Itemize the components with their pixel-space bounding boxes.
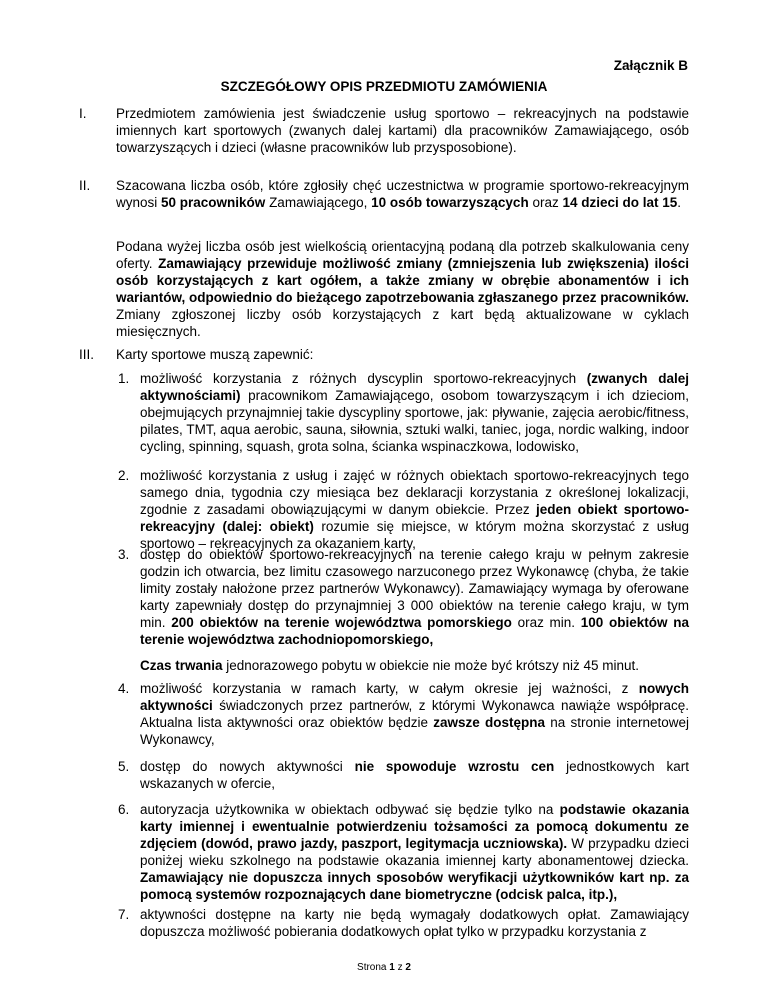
section-text: Karty sportowe muszą zapewnić: (116, 347, 314, 362)
bold-span: 100 obiektów na terenie województwa zachodniopomorskiego, (140, 615, 689, 647)
bold-span: Czas trwania (140, 658, 223, 673)
item-text (140, 758, 689, 792)
item-number: 4. (118, 681, 130, 696)
document-title: SZCZEGÓŁOWY OPIS PRZEDMIOTU ZAMÓWIENIA (220, 79, 548, 94)
list-item-7 (118, 906, 689, 940)
text-span: oraz (528, 195, 563, 210)
item-number: 2. (118, 468, 130, 483)
list-item-4 (118, 680, 689, 748)
text-span: dostęp do nowych aktywności (140, 759, 355, 774)
item-text: aktywności dostępne na karty nie będą wymagały dodatkowych opłat. Zamawiający dopuszcza możliwość pobierania dodatkowych opłat tylko w przypadku korzystania z (140, 907, 689, 939)
item-number: 6. (118, 802, 130, 817)
text-span: dostęp do obiektów sportowo-rekreacyjnych na terenie całego kraju w pełnym zakresie godzin ich otwarcia, bez limitu czasowego narzuconego przez Wykonawcę (chyba, że takie limity zostały nałożone przez partnerów Wykonawcy). Zamawiający wymaga by oferowane karty zapewniały dostęp do przynajmniej 3 000 obiektów na terenie całego kraju, w tym min. (140, 547, 689, 630)
bold-span: (zwanych dalej aktywnościami) (140, 371, 689, 403)
bold-span: podstawie okazania karty imiennej i ewentualnie potwierdzeniu tożsamości za pomocą dokumentu ze zdjęciem (dowód, prawo jazdy, paszport, legitymacja uczniowska). (140, 802, 689, 851)
bold-span: zawsze dostępna (433, 715, 545, 730)
text-span: rozumie się miejsce, w którym można skorzystać z usług sportowo – rekreacyjnych za okazaniem karty, (140, 519, 689, 551)
section-2 (79, 177, 689, 211)
text-span: jednostkowych kart wskazanych w ofercie, (140, 759, 689, 791)
item-text (140, 546, 689, 648)
list-item-1 (118, 370, 689, 455)
section-text: Przedmiotem zamówienia jest świadczenie usług sportowo – rekreacyjnych na podstawie imiennych kart sportowych (zwanych dalej kartami) dla pracowników Zamawiającego, osób towarzyszących i dzieci (własne pracowników lub przysposobione). (116, 106, 689, 155)
text-span: możliwość korzystania z różnych dyscyplin sportowo-rekreacyjnych (140, 371, 587, 386)
bold-span: 10 osób towarzyszących (371, 195, 529, 210)
text-span: Podana wyżej liczba osób jest wielkością orientacyjną podaną dla potrzeb skalkulowania ceny oferty. (116, 239, 689, 271)
bold-span: Zamawiający przewiduje możliwość zmiany (zmniejszenia lub zwiększenia) ilości osób korzystających z kart ogółem, a także zmiany w obrębie abonamentów i ich wariantów, odpowiednio do bieżącego zapotrzebowania zgłaszanego przez pracowników. (116, 256, 690, 305)
section-number: II. (79, 178, 91, 193)
page-number: 1 (389, 962, 395, 973)
page-total: 2 (405, 962, 411, 973)
text-span: oraz min. (511, 615, 581, 630)
text-span: możliwość korzystania w ramach karty, w całym okresie jej ważności, z (140, 681, 639, 696)
section-3 (79, 346, 689, 363)
bold-span: 14 dzieci do lat 15 (562, 195, 678, 210)
text-span: pracownikom Zamawiającego, osobom towarzyszącym i ich dzieciom, obejmujących przynajmniej takie dyscypliny sportowe, jak: pływanie, zajęcia aerobic/fitness, pilates, TMT, aqua aerobic, sauna, siłownia, sztuki walki, taniec, joga, nordic walking, indoor cycling, spinning, squash, grota solna, ścianka wspinaczkowa, lodowisko, (140, 388, 689, 454)
text-span: Szacowana liczba osób, które zgłosiły chęć uczestnictwa w programie sportowo-rekreacyjnym wynosi (116, 178, 689, 210)
item-text (140, 680, 689, 748)
page-footer (0, 962, 768, 973)
bold-span: jeden obiekt sportowo-rekreacyjny (dalej: obiekt) (140, 502, 689, 534)
footer-text: z (394, 962, 406, 973)
bold-span: Zamawiający nie dopuszcza innych sposobów weryfikacji użytkowników kart np. za pomocą systemów rozpoznających dane biometryczne (odcisk palca, itp.), (140, 870, 689, 902)
item-text (140, 467, 689, 552)
item-number: 1. (118, 371, 130, 386)
text-span: świadczonych przez partnerów, z którymi Wykonawca nawiąże współpracę. Aktualna lista aktywności oraz obiektów będzie (140, 698, 689, 730)
list-item-2 (118, 467, 689, 552)
text-span: autoryzacja użytkownika w obiektach odbywać się będzie tylko na (140, 802, 560, 817)
section-1 (79, 105, 689, 156)
bold-span: nie spowoduje wzrostu cen (354, 759, 555, 774)
section-text (116, 177, 689, 211)
item-number: 3. (118, 547, 130, 562)
text-span: Zmiany zgłoszonej liczby osób korzystających z kart będą aktualizowane w cyklach miesięcznych. (116, 307, 689, 339)
item-number: 7. (118, 907, 130, 922)
item-number: 5. (118, 759, 130, 774)
text-span: możliwość korzystania z usług i zajęć w różnych obiektach sportowo-rekreacyjnych tego samego dnia, tygodnia czy miesiąca bez deklaracji korzystania z określonej lokalizacji, zgodnie z zasadami obowiązującymi w danym obiekcie. Przez (140, 468, 689, 517)
text-span: W przypadku dzieci poniżej wieku szkolnego na podstawie okazania imiennej karty abonamentowej dziecka. (140, 836, 690, 868)
text-span: . (677, 195, 682, 210)
text-span: na stronie internetowej Wykonawcy, (140, 715, 689, 747)
item-note (140, 657, 689, 674)
bold-span: nowych aktywności (140, 681, 689, 713)
section-number: III. (79, 347, 95, 362)
list-item-5 (118, 758, 689, 792)
text-span: jednorazowego pobytu w obiekcie nie może być krótszy niż 45 minut. (222, 658, 639, 673)
list-item-3 (118, 546, 689, 674)
footer-text: Strona (357, 962, 390, 973)
text-span: Zamawiającego, (265, 195, 372, 210)
bold-span: 50 pracowników (161, 195, 266, 210)
section-2-paragraph (116, 238, 689, 340)
item-text (140, 801, 689, 903)
item-text (140, 370, 689, 455)
list-item-6 (118, 801, 689, 903)
annex-label: Załącznik B (613, 58, 688, 73)
bold-span: 200 obiektów na terenie województwa pomorskiego (171, 615, 512, 630)
section-number: I. (79, 106, 87, 121)
